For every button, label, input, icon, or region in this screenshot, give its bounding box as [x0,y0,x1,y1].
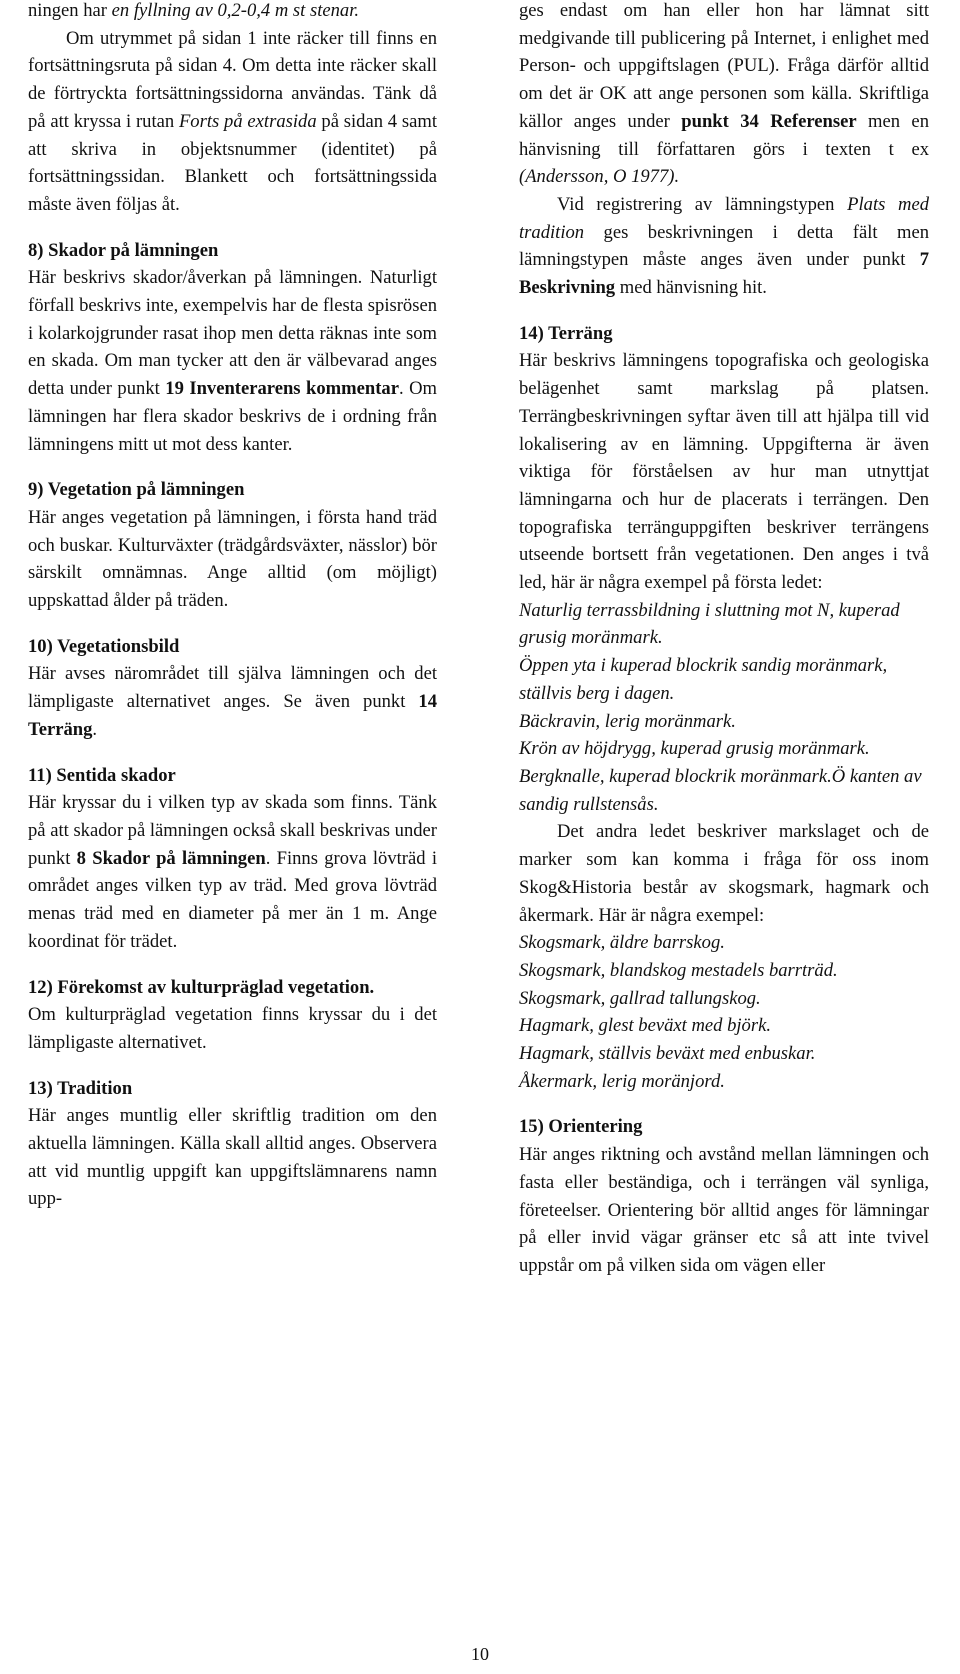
section-15-heading: 15) Orientering [519,1116,643,1138]
section-10-text: Här avses närområdet till själva lämningen och det lämpligaste alternativet anges. Se även punkt 14 Terräng. [28,663,437,740]
section-11-text: Här kryssar du i vilken typ av skada som finns. Tänk på att skador på lämningen också skall beskrivas under punkt 8 Skador på lämningen. Finns grova lövträd i området anges vilken typ av träd. Med grova lövträd menas träd med en diameter på mer än 1 m. Ange koordinat för trädet. [28,792,437,952]
intro-paragraph [28,0,437,25]
section-10-heading: 10) Vegetationsbild [28,635,180,657]
list-item: Skogsmark, blandskog mestadels barrträd. [519,959,838,981]
left-column [28,0,437,1213]
section-8-heading: 8) Skador på lämningen [28,239,219,261]
intro-italic-text: en fyllning av 0,2-0,4 m st stenar. [111,0,360,21]
section-9-text: Här anges vegetation på lämningen, i första hand träd och buskar. Kulturväxter (trädgårdsväxter, nässlor) bör särskilt omnämnas. Ange alltid (om möjligt) uppskattad ålder på träden. [28,506,437,612]
section-14-text: Här beskrivs lämningens topografiska och geologiska belägenhet samt markslag på platsen. Terrängbeskrivningen syftar även till att hjälpa till vid lokalisering av en lämning. Uppgifterna är även viktiga för förståelsen av hur man utnyttjat lämningarna och hur de placerats i terrängen. Den topografiska terränguppgiften beskriver terrängens utseende bortsett från vegetationen. Den anges i två led, här är några exempel på första ledet: [519,350,929,594]
reference-point-34: punkt 34 Referenser [681,110,857,132]
section-15-text: Här anges riktning och avstånd mellan lämningen och fasta eller beständiga, och i terrängen väl synliga, företeelser. Orientering bör alltid anges för lämningar på eller invid vägar gränser etc så att inte tvivel uppstår om på vilken sida om vägen eller [519,1144,929,1276]
reference-point-7: 7 Beskrivning [519,249,929,299]
section-13-heading: 13) Tradition [28,1077,133,1099]
section-12-heading: 12) Förekomst av kulturpräglad vegetation. [28,976,375,998]
list-item: Krön av höjdrygg, kuperad grusig moränmark. [519,738,870,760]
reference-point-14: 14 Terräng [28,691,437,740]
section-13-text: Här anges muntlig eller skriftlig tradition om den aktuella lämningen. Källa skall alltid anges. Observera att vid muntlig uppgift kan uppgiftslämnarens namn upp- [28,1105,437,1210]
plats-med-tradition-text: Vid registrering av lämningstypen Plats med tradition ges beskrivningen i detta fält men lämningstypen måste anges även under punkt 7 Beskrivning med hänvisning hit. [519,193,929,299]
list-item: Skogsmark, äldre barrskog. [519,932,725,954]
list-item: Hagmark, glest beväxt med björk. [519,1015,771,1037]
tradition-continued-text: ges endast om han eller hon har lämnat sitt medgivande till publicering på Internet, i enlighet med Person- och uppgiftslagen (PUL). Fråga därför alltid om det är OK att ange personen som källa. Skriftliga källor anges under punkt 34 Referenser men en hänvisning till författaren görs i texten t ex (Andersson, O 1977). [519,0,929,188]
list-item: Bäckravin, lerig moränmark. [519,710,736,732]
list-item: Hagmark, ställvis beväxt med enbuskar. [519,1043,816,1065]
section-8-text: Här beskrivs skador/åverkan på lämningen. Naturligt förfall beskrivs inte, exempelvis har de flesta spisrösen i kolarkojgrunder rasat ihop men detta räknas inte som en skada. Om man tycker att den är välbevarad anges detta under punkt 19 Inventerarens kommentar. Om lämningen har flera skador beskrivs de i ordning från lämningens mitt ut mot dess kanter. [28,267,437,455]
terrain-example-list [519,597,929,819]
reference-point-8: 8 Skador på lämningen [76,847,266,869]
mark-example-list [519,929,929,1095]
list-item: Bergknalle, kuperad blockrik moränmark.Ö kanten av sandig rullstensås. [519,765,922,815]
section-11-heading: 11) Sentida skador [28,764,176,786]
section-14-heading: 14) Terräng [519,322,613,344]
citation-example: (Andersson, O 1977). [519,166,680,188]
continuation-paragraph [28,25,437,219]
section-9-heading: 9) Vegetation på lämningen [28,479,245,501]
continuation-text-end: på sidan 4 samt att skriva in objektsnummer (identitet) på fortsättningssidan. Blankett och fortsättningssida måste även följas åt. [28,110,437,215]
list-item: Öppen yta i kuperad blockrik sandig moränmark, ställvis berg i dagen. [519,655,888,704]
section-12-text: Om kulturpräglad vegetation finns kryssar du i det lämpligaste alternativet. [28,1004,437,1053]
intro-text: ningen har [28,0,112,21]
list-item: Åkermark, lerig moränjord. [519,1070,725,1092]
page-number: 10 [471,1644,489,1664]
continuation-text: Om utrymmet på sidan 1 inte räcker till finns en fortsättningsruta på sidan 4. Om detta inte räcker skall de förtryckta fortsättningssidorna användas. Tänk då på att kryssa i rutan [28,27,437,132]
reference-point-19: 19 Inventerarens kommentar [165,378,399,400]
second-led-text: Det andra ledet beskriver markslaget och de marker som kan komma i fråga för oss inom Skog&Historia består av skogsmark, hagmark och åkermark. Här är några exempel: [519,821,929,926]
list-item: Skogsmark, gallrad tallungskog. [519,987,761,1009]
list-item: Naturlig terrassbildning i sluttning mot N, kuperad grusig moränmark. [519,599,900,649]
forts-checkbox-label: Forts på extrasida [178,110,317,132]
right-column [519,0,929,1280]
